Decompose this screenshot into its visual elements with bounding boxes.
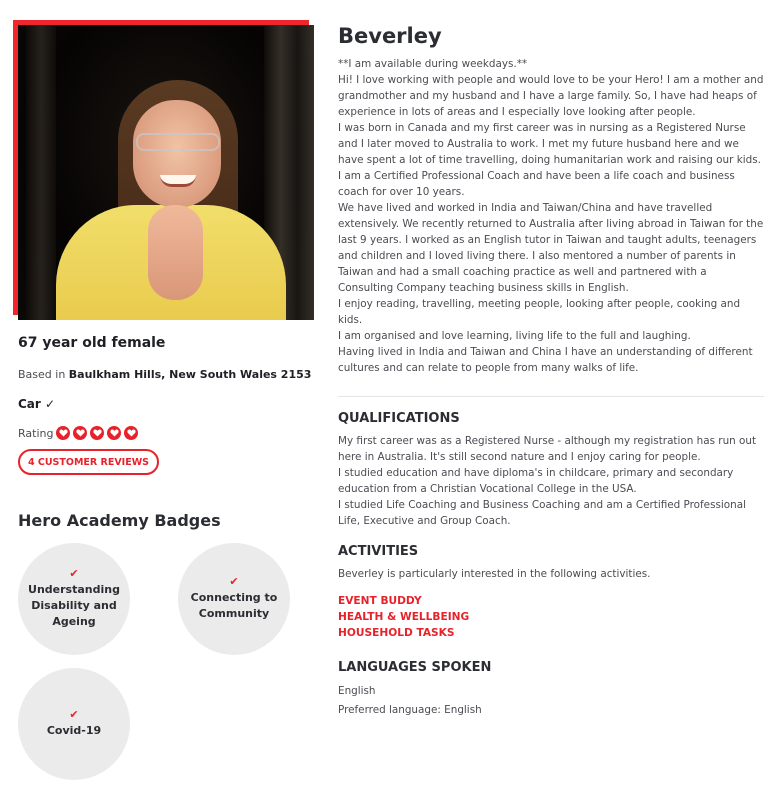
badge-label: Connecting to Community: [190, 591, 278, 620]
activity-event-buddy[interactable]: EVENT BUDDY: [338, 595, 422, 607]
profile-details: [338, 22, 764, 720]
rating-label: Rating: [18, 426, 54, 440]
qualification-paragraph: I studied Life Coaching and Business Coaching and am a Certified Professional Life, Executive and Group Coach.: [338, 499, 746, 527]
activities-section: [338, 543, 764, 641]
photo-background-pillar: [26, 25, 56, 320]
age-gender: 67 year old female: [18, 335, 166, 351]
activity-household-tasks[interactable]: HOUSEHOLD TASKS: [338, 627, 455, 639]
languages-title: LANGUAGES SPOKEN: [338, 660, 492, 675]
bio-paragraph: I enjoy reading, travelling, meeting people, looking after people, cooking and kids.: [338, 298, 741, 326]
bio-paragraph: I am organised and love learning, living life to the full and laughing.: [338, 330, 691, 342]
transport-car: Car ✓: [18, 397, 56, 411]
badge-label: Covid-19: [46, 724, 102, 737]
badges-title: Hero Academy Badges: [18, 511, 221, 530]
location-prefix: Based in: [18, 368, 66, 381]
photo-face: [133, 100, 221, 208]
activities-intro: Beverley is particularly interested in the following activities.: [338, 568, 651, 580]
profile-photo: [18, 25, 314, 320]
check-icon: ✔: [69, 708, 79, 721]
bio-paragraph: We have lived and worked in India and Taiwan/China and have travelled extensively. We recently returned to Australia after living abroad in Taiwan for the last 9 years. I worked as an English tutor in Taiwan and taught adults, teenagers and children and I loved living there. I also mentored a number of parents in Taiwan and had a small coaching practice as well and partnered with a Consulting Company teaching business skills in English.: [338, 202, 764, 294]
badge-connecting-community: [178, 543, 290, 655]
badge-covid-19: [18, 668, 130, 780]
divider: [338, 396, 764, 397]
bio: [338, 56, 764, 376]
location-value: Baulkham Hills, New South Wales 2153: [68, 368, 312, 381]
check-icon: ✔: [69, 567, 79, 580]
heart-rating-icon: [107, 426, 121, 440]
rating: [18, 426, 138, 440]
heart-rating-icon: [56, 426, 70, 440]
photo-glasses: [136, 133, 220, 151]
bio-paragraph: I was born in Canada and my first career was in nursing as a Registered Nurse and I later moved to Australia to work. I met my future husband here and we have spent a lot of time travelling, doing humanitarian work and raising our kids.: [338, 122, 761, 166]
preferred-language: Preferred language: English: [338, 704, 482, 716]
badge-understanding-disability: [18, 543, 130, 655]
customer-reviews-button[interactable]: 4 CUSTOMER REVIEWS: [18, 449, 159, 475]
photo-hand: [148, 205, 203, 300]
bio-paragraph: I am a Certified Professional Coach and have been a life coach and business coach for over 10 years.: [338, 170, 735, 198]
location-line: [18, 368, 311, 381]
check-icon: ✔: [229, 575, 239, 588]
languages-spoken: English: [338, 685, 376, 697]
heart-rating-icon: [90, 426, 104, 440]
heart-rating-icon: [73, 426, 87, 440]
badge-label: Understanding Disability and Ageing: [28, 583, 120, 628]
heart-rating-icon: [124, 426, 138, 440]
qualification-paragraph: I studied education and have diploma's in childcare, primary and secondary education from a Christian Vocational College in the USA.: [338, 467, 734, 495]
profile-name: Beverley: [338, 24, 442, 48]
activities-title: ACTIVITIES: [338, 544, 419, 559]
languages-section: [338, 659, 764, 720]
qualifications-section: [338, 410, 764, 529]
bio-paragraph: Hi! I love working with people and would love to be your Hero! I am a mother and grandmother and my husband and I have a large family. So, I have had heaps of experience in lots of areas and I especially love looking after people.: [338, 74, 764, 118]
bio-paragraph: Having lived in India and Taiwan and China I have an understanding of different cultures and can relate to people from many walks of life.: [338, 346, 753, 374]
activity-health-wellbeing[interactable]: HEALTH & WELLBEING: [338, 611, 470, 623]
bio-paragraph: **I am available during weekdays.**: [338, 58, 528, 70]
qualifications-title: QUALIFICATIONS: [338, 411, 460, 426]
qualification-paragraph: My first career was as a Registered Nurse - although my registration has run out here in Australia. It's still second nature and I enjoy caring for people.: [338, 435, 757, 463]
